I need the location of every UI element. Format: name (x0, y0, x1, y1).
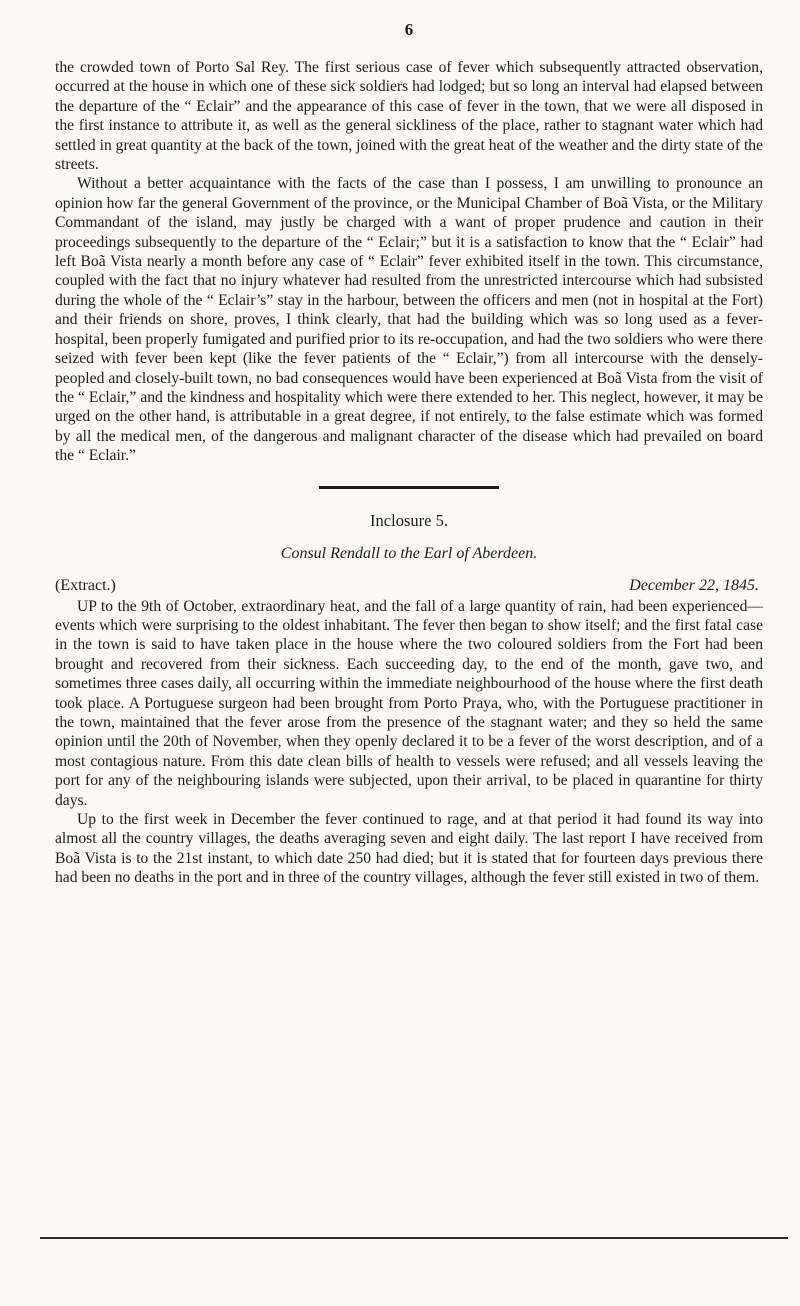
page-number: 6 (404, 20, 414, 39)
letter-paragraph-1: UP to the 9th of October, extraordinary heat, and the fall of a large quantity of rain, had been experienced—events which were surprising to the oldest inhabitant. The fever then began to show itself; and the first fatal case in the town is said to have taken place in the house where the two coloured soldiers from the Fort had been brought and recovered from their sickness. Each succeeding day, to the end of the month, gave two, and sometimes three cases daily, all occurring within the immediate neighbourhood of the house where the first death took place. A Portuguese surgeon had been brought from Porto Praya, who, with the Portuguese practitioner in the town, maintained that the fever arose from the presence of the stagnant water; and they so held the same opinion until the 20th of November, when they openly declared it to be a fever of the worst description, and of a most contagious nature. From this date clean bills of health to vessels were refused; and all vessels leaving the port for any of the neighbouring islands were subjected, upon their arrival, to be placed in quarantine for thirty days. (55, 597, 763, 809)
document-page (55, 20, 763, 888)
letter-date: December 22, 1845. (629, 576, 759, 594)
inclosure-title: Inclosure 5. (370, 510, 448, 530)
bottom-rule (40, 1237, 788, 1239)
extract-label: (Extract.) (55, 576, 116, 594)
section-divider (319, 486, 499, 489)
body-paragraph-2: Without a better acquaintance with the facts of the case than I possess, I am unwilling to pronounce an opinion how far the general Government of the province, or the Municipal Chamber of Boã Vista, or the Military Commandant of the island, may justly be charged with a want of proper prudence and caution in their proceedings subsequently to the departure of the “ Eclair;” but it is a satisfaction to know that the “ Eclair” had left Boã Vista nearly a month before any case of “ Eclair” fever exhibited itself in the town. This circumstance, coupled with the fact that no injury whatever had resulted from the unrestricted intercourse which had subsisted during the whole of the “ Eclair’s” stay in the harbour, between the officers and men (not in hospital at the Fort) and their friends on shore, proves, I think clearly, that had the building which was so long used as a fever-hospital, been properly fumigated and purified prior to its re-occupation, and had the two soldiers who were there seized with fever been kept (like the fever patients of the “ Eclair,”) from all intercourse with the densely-peopled and closely-built town, no bad consequences would have been experienced at Boã Vista from the visit of the “ Eclair,” and the kindness and hospitality which were there extended to her. This neglect, however, it may be urged on the other hand, is attributable in a great degree, if not entirely, to the false estimate which was formed by all the medical men, of the dangerous and malignant character of the disease which had prevailed on board the “ Eclair.” (55, 175, 764, 465)
inclosure-subtitle: Consul Rendall to the Earl of Aberdeen. (280, 544, 538, 562)
body-paragraph-1: the crowded town of Porto Sal Rey. The first serious case of fever which subsequently attracted observation, occurred at the house in which one of these sick soldiers had lodged; but so long an interval had elapsed between the departure of the “ Eclair” and the appearance of this case of fever in the town, that we were all disposed in the first instance to attribute it, as well as the general sickliness of the place, rather to stagnant water which had settled in great quantity at the back of the town, joined with the great heat of the weather and the dirty state of the streets. (55, 59, 763, 174)
letter-paragraph-2: Up to the first week in December the fever continued to rage, and at that period it had found its way into almost all the country villages, the deaths averaging seven and eight daily. The last report I have received from Boã Vista is to the 21st instant, to which date 250 had died; but it is stated that for fourteen days previous there had been no deaths in the port and in three of the country villages, although the fever still existed in two of them. (55, 811, 763, 887)
dateline (55, 577, 763, 595)
